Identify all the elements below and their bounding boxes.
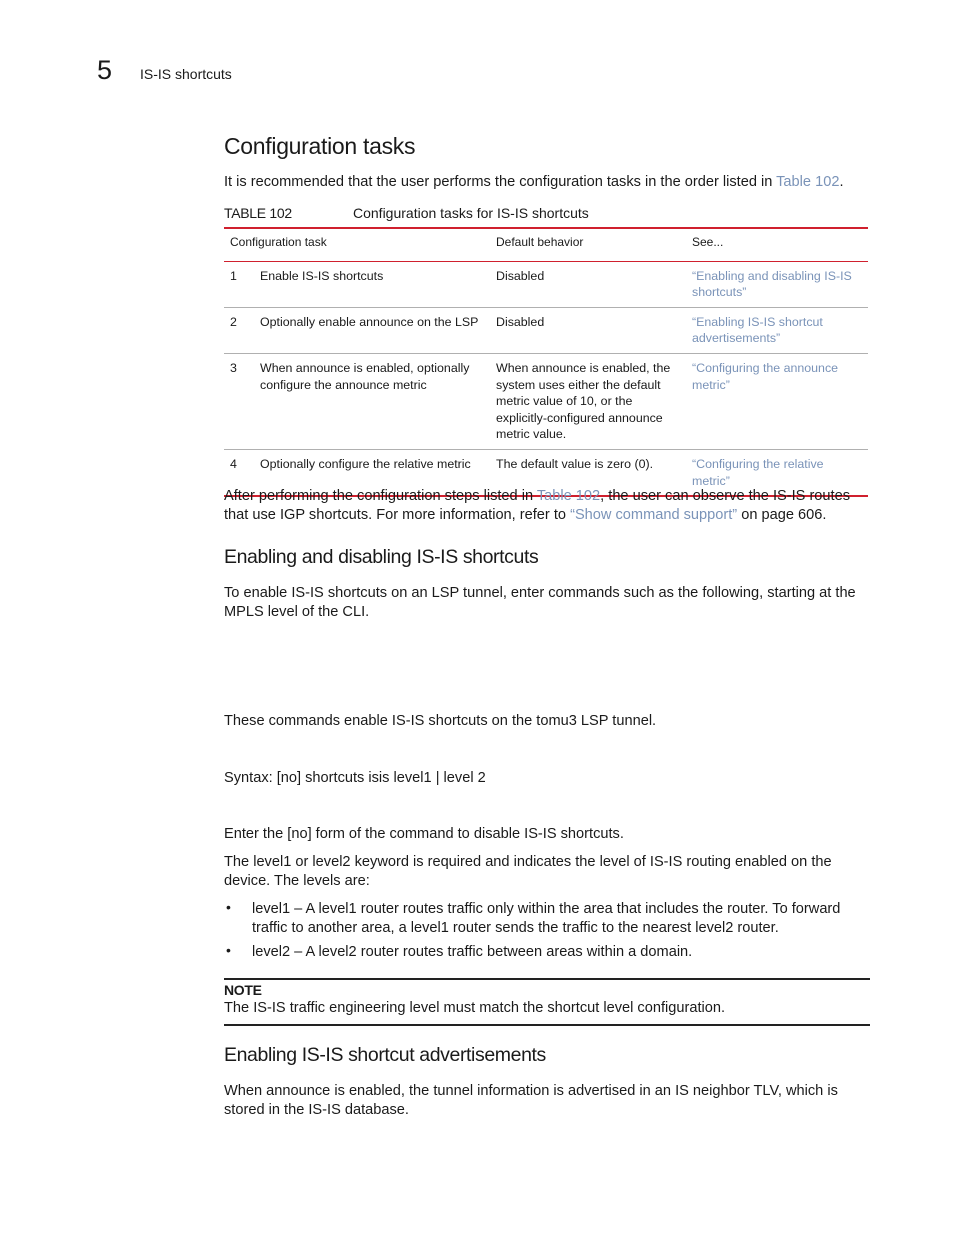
enable-shortcuts-paragraph: To enable IS-IS shortcuts on an LSP tunnel, enter commands such as the following, starting at the MPLS level of the CLI. [224, 585, 856, 620]
header-config-task: Configuration task [224, 228, 490, 261]
table-row [224, 353, 868, 449]
row-default: Disabled [490, 307, 686, 353]
table-link[interactable]: Table 102 [776, 174, 840, 190]
config-tasks-table [224, 227, 868, 497]
row-task: Optionally configure the relative metric [254, 449, 490, 496]
row-default: When announce is enabled, the system uses either the default metric value of 10, or the explicitly-configured announce metric value. [490, 353, 686, 449]
row-number: 2 [224, 307, 254, 353]
row-see-link[interactable]: “Enabling IS-IS shortcut advertisements” [686, 307, 868, 353]
row-see-link[interactable]: “Configuring the announce metric” [686, 353, 868, 449]
levels-intro-paragraph: The level1 or level2 keyword is required and indicates the level of IS-IS routing enabled on the device. The levels are: [224, 854, 832, 889]
after-table-text-2: , the user can observe the IS-IS routes that use IGP shortcuts. For more information, refer to [224, 488, 851, 523]
row-see-link[interactable]: “Enabling and disabling IS-IS shortcuts” [686, 261, 868, 307]
after-table-text-3: on page 606. [737, 507, 827, 523]
intro-paragraph [224, 173, 870, 192]
show-command-link[interactable]: “Show command support” [570, 507, 738, 523]
table-link-2[interactable]: Table 102 [536, 488, 601, 504]
bullet-item-level1: level1 – A level1 router routes traffic only within the area that includes the router. To forward traffic to another area, a level1 router sends the traffic to the nearest level2 router. [252, 901, 841, 936]
table-label: TABLE 102 [224, 205, 292, 221]
note-label: NOTE [224, 982, 262, 998]
row-see-link[interactable]: “Configuring the relative metric” [686, 449, 868, 496]
bullet-item-level2: level2 – A level2 router routes traffic between areas within a domain. [252, 944, 693, 960]
row-default: The default value is zero (0). [490, 449, 686, 496]
row-number: 1 [224, 261, 254, 307]
bullet-icon: • [226, 942, 231, 958]
row-number: 4 [224, 449, 254, 496]
subsection-title-advertisements: Enabling IS-IS shortcut advertisements [224, 1044, 546, 1066]
after-table-text-1: After performing the configuration steps listed in [224, 488, 537, 504]
row-task: When announce is enabled, optionally configure the announce metric [254, 353, 490, 449]
table-caption: Configuration tasks for IS-IS shortcuts [353, 205, 589, 221]
header-default-behavior: Default behavior [490, 228, 686, 261]
header-see: See... [686, 228, 868, 261]
advertisements-paragraph: When announce is enabled, the tunnel information is advertised in an IS neighbor TLV, which is stored in the IS-IS database. [224, 1083, 838, 1118]
note-box [224, 978, 870, 1026]
syntax-line: Syntax: [no] shortcuts isis level1 | level 2 [224, 770, 486, 786]
commands-description: These commands enable IS-IS shortcuts on the tomu3 LSP tunnel. [224, 713, 657, 729]
after-table-paragraph [224, 487, 870, 525]
row-default: Disabled [490, 261, 686, 307]
table-header-row [224, 228, 868, 261]
intro-end: . [839, 174, 844, 190]
table-row [224, 307, 868, 353]
row-task: Optionally enable announce on the LSP [254, 307, 490, 353]
row-task: Enable IS-IS shortcuts [254, 261, 490, 307]
subsection-title-shortcuts: Enabling and disabling IS-IS shortcuts [224, 546, 539, 568]
row-number: 3 [224, 353, 254, 449]
bullet-icon: • [226, 899, 231, 915]
intro-text: It is recommended that the user performs the configuration tasks in the order listed in [224, 174, 777, 190]
note-text: The IS-IS traffic engineering level must match the shortcut level configuration. [224, 1000, 726, 1016]
no-form-paragraph: Enter the [no] form of the command to disable IS-IS shortcuts. [224, 826, 624, 842]
chapter-number: 5 [97, 55, 113, 85]
section-title: Configuration tasks [224, 133, 416, 159]
chapter-title: IS-IS shortcuts [140, 66, 232, 82]
table-row [224, 261, 868, 307]
